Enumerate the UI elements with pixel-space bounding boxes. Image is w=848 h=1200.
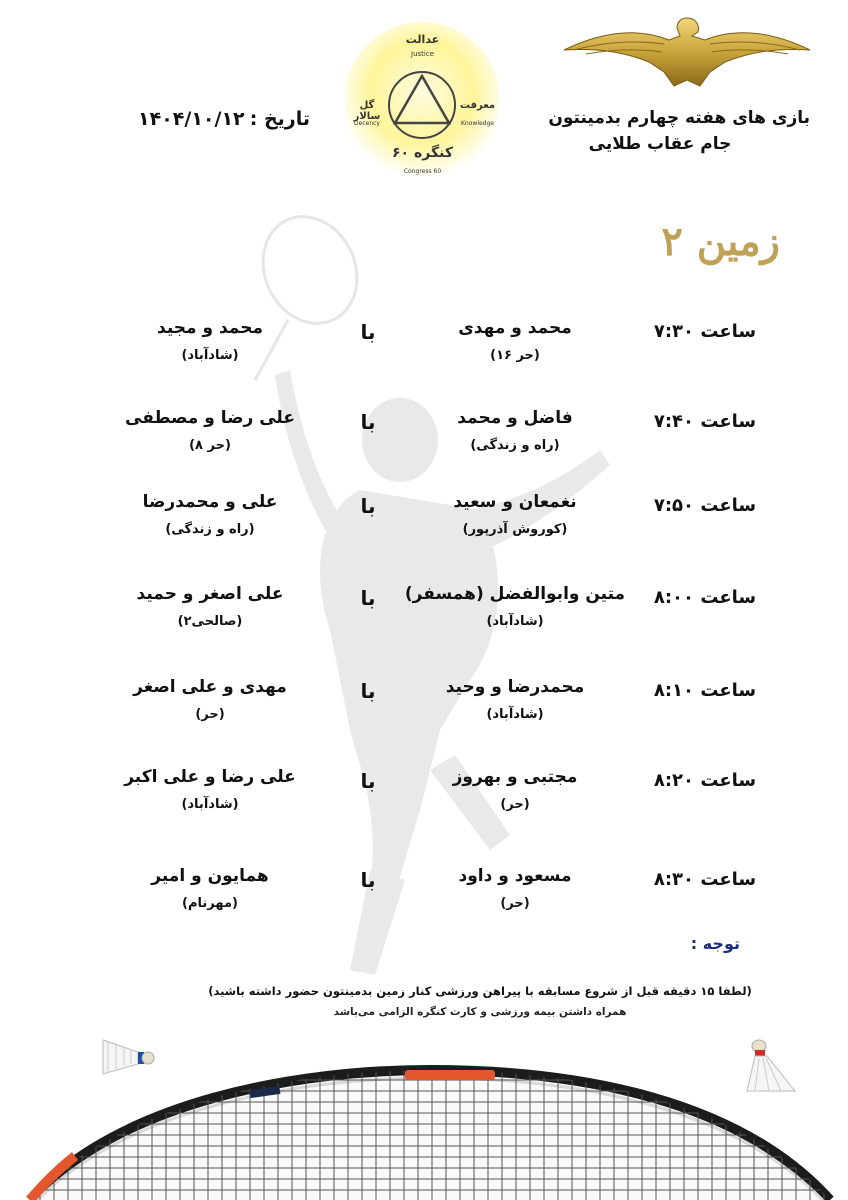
match-time: ساعت ۷:۴۰	[653, 411, 757, 432]
team-away-club: (صالحی۲)	[177, 614, 243, 629]
vs-label: با	[360, 494, 376, 518]
team-away	[90, 866, 330, 911]
team-home-club: (حر)	[500, 797, 530, 812]
team-home-name: نغمعان و سعید	[453, 492, 577, 512]
logo-text-decency: گل سالار	[353, 100, 381, 122]
vs-label: با	[360, 586, 376, 610]
match-time: ساعت ۸:۰۰	[653, 587, 757, 608]
team-home-club: (کوروش آذرپور)	[462, 522, 568, 537]
match-time: ساعت ۷:۵۰	[653, 495, 757, 516]
team-away-name: علی رضا و مصطفی	[125, 408, 295, 428]
team-away-name: علی اصغر و حمید	[136, 584, 284, 604]
vs-label: با	[360, 679, 376, 703]
team-away-club: (مهرنام)	[182, 896, 238, 911]
date-value: ۱۴۰۴/۱۰/۱۲	[138, 108, 245, 130]
team-home-name: محمد و مهدی	[458, 318, 572, 338]
logo-text-knowledge: معرفت	[459, 100, 496, 111]
title-line-2: جام عقاب طلایی	[588, 134, 732, 154]
team-away	[90, 767, 330, 812]
note-title: توجه :	[690, 934, 740, 953]
match-time: ساعت ۷:۳۰	[653, 321, 757, 342]
racket-decoration	[0, 1060, 848, 1200]
team-home-name: مجتبی و بهروز	[452, 767, 578, 787]
team-home	[395, 584, 635, 629]
team-home	[395, 408, 635, 453]
team-home	[395, 677, 635, 722]
team-away-club: (حر ۸)	[189, 438, 231, 453]
team-away-club: (راه و زندگی)	[165, 522, 255, 537]
match-time: ساعت ۸:۱۰	[653, 680, 757, 701]
logo-text-knowledge-en: Knowledge	[461, 120, 494, 127]
note-line-1: (لطفا ۱۵ دقیقه قبل از شروع مسابقه با پیراهن ورزشی کنار زمین بدمینتون حضور داشته باشید)	[208, 984, 752, 998]
vs-label: با	[360, 868, 376, 892]
team-away-name: همایون و امیر	[151, 866, 269, 886]
team-home-club: (راه و زندگی)	[470, 438, 560, 453]
date-block	[110, 108, 310, 130]
team-home-name: مسعود و داود	[458, 866, 572, 886]
team-away-club: (شادآباد)	[181, 348, 239, 363]
team-away-name: علی و محمدرضا	[142, 492, 278, 512]
match-time: ساعت ۸:۲۰	[653, 770, 757, 791]
team-home	[395, 866, 635, 911]
team-away	[90, 492, 330, 537]
team-home	[395, 318, 635, 363]
team-away	[90, 318, 330, 363]
team-home	[395, 767, 635, 812]
vs-label: با	[360, 410, 376, 434]
court-title: زمین ۲	[661, 218, 780, 265]
team-away	[90, 584, 330, 629]
team-away-club: (شادآباد)	[181, 797, 239, 812]
team-away-name: علی رضا و علی اکبر	[124, 767, 296, 787]
team-away	[90, 677, 330, 722]
logo-text-congress: کنگره ۶۰	[392, 145, 453, 161]
logo-text-congress-en: Congress 60	[403, 168, 442, 175]
team-home-name: فاضل و محمد	[457, 408, 573, 428]
match-time: ساعت ۸:۳۰	[653, 869, 757, 890]
logo-text-justice: عدالت	[405, 33, 440, 46]
team-home-name: متین وابوالفضل (همسفر)	[404, 584, 626, 604]
team-away-name: محمد و مجید	[157, 318, 263, 338]
title-line-1: بازی های هفته چهارم بدمینتون	[548, 108, 810, 128]
logo-text-decency-en: Decency	[354, 120, 380, 127]
date-label: تاریخ :	[249, 108, 310, 130]
golden-eagle-logo	[560, 10, 815, 90]
team-home-club: (شادآباد)	[486, 707, 544, 722]
team-home-club: (شادآباد)	[486, 614, 544, 629]
team-home-club: (حر ۱۶)	[490, 348, 540, 363]
vs-label: با	[360, 320, 376, 344]
team-away	[90, 408, 330, 453]
team-away-club: (حر)	[195, 707, 225, 722]
note-line-2: همراه داشتن بیمه ورزشی و کارت کنگره الزامی می‌باشد	[333, 1006, 627, 1018]
congress-60-logo	[345, 20, 500, 180]
team-home-club: (حر)	[500, 896, 530, 911]
team-away-name: مهدی و علی اصغر	[133, 677, 287, 697]
team-home-name: محمدرضا و وحید	[445, 677, 585, 697]
team-home	[395, 492, 635, 537]
vs-label: با	[360, 769, 376, 793]
logo-text-justice-en: Justice	[411, 50, 434, 58]
